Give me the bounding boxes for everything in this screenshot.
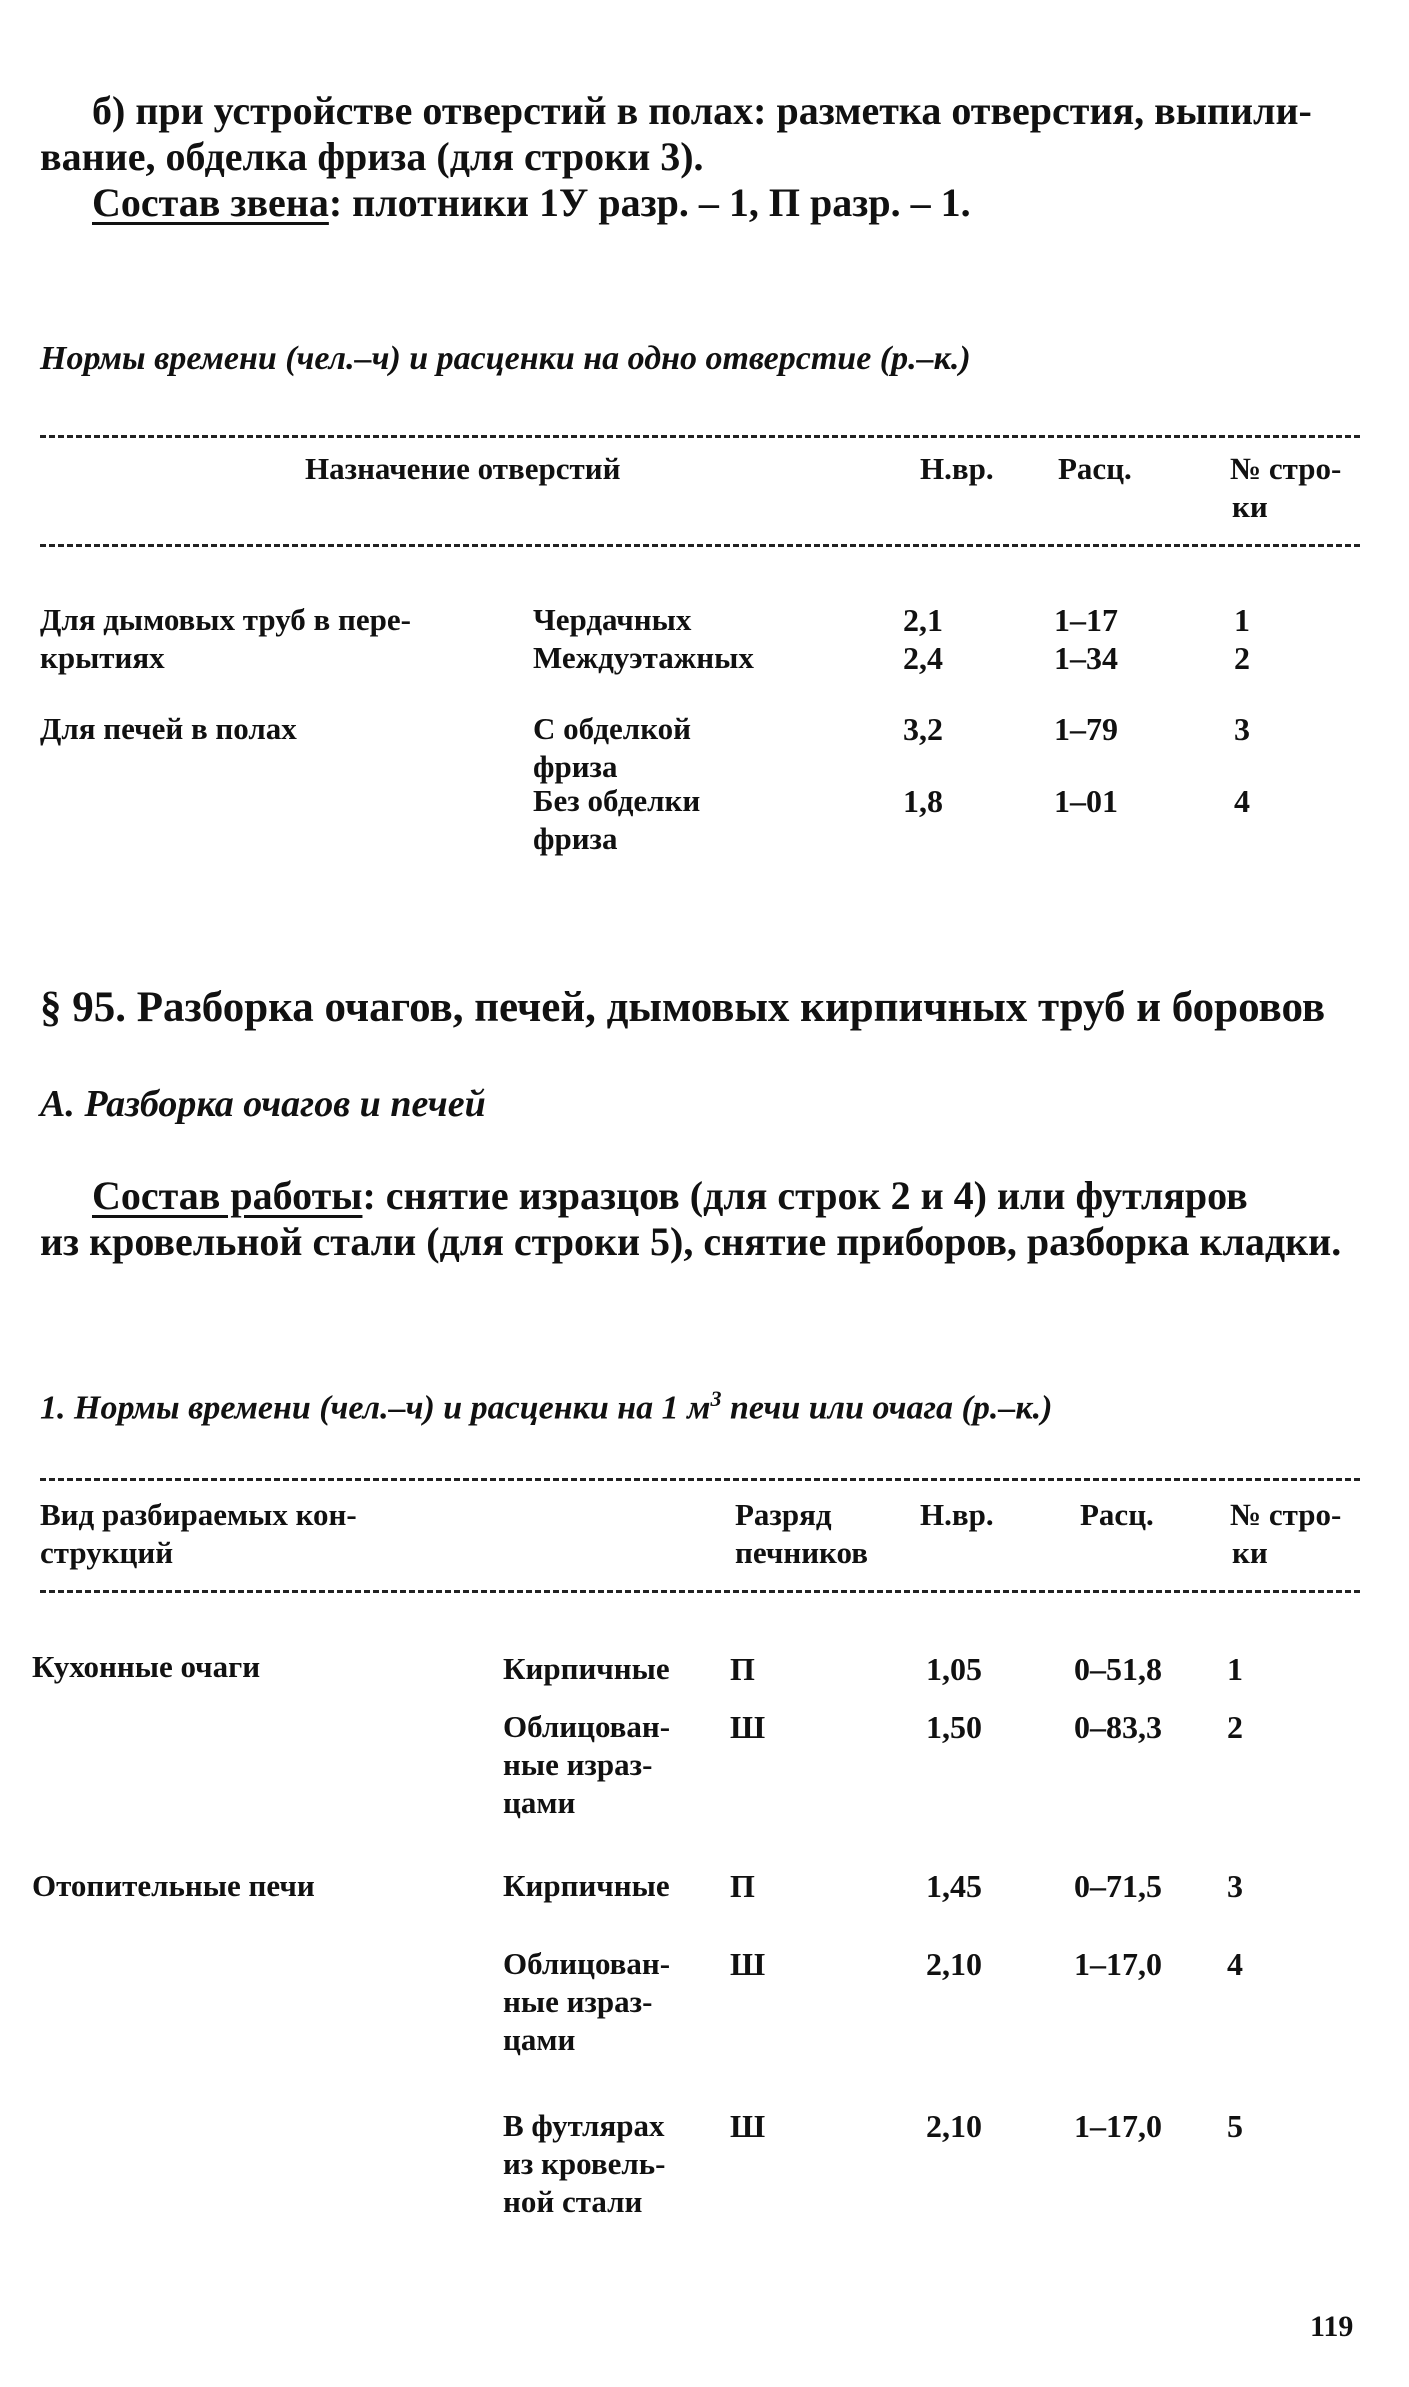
table2-row2-grade: Ш (730, 1709, 766, 1745)
table2-row5-grade: Ш (730, 2108, 766, 2144)
table1-row1-no: 1 (1234, 602, 1250, 638)
table2-row3-rasc: 0–71,5 (1074, 1868, 1162, 1904)
table2-row2-type-2: ные израз- (503, 1747, 653, 1782)
table2-row5-type-2: из кровель- (503, 2146, 666, 2181)
table2-header-grade-2: печников (735, 1535, 868, 1570)
table1-row4-type-2: фриза (533, 821, 618, 856)
table1-header-row-no-2: ки (1232, 489, 1268, 524)
table2-header-rasc: Расц. (1080, 1497, 1154, 1532)
work-line-1 (92, 1173, 1248, 1219)
table2-header-kind-2: струкций (40, 1535, 174, 1570)
table2-group1-label: Кухонные очаги (32, 1649, 261, 1684)
table1-header-rule (40, 544, 1360, 547)
table1-row2-no: 2 (1234, 640, 1250, 676)
table1-caption: Нормы времени (чел.–ч) и расценки на одно отверстие (р.–к.) (40, 340, 971, 377)
table1-row2-nvr: 2,4 (903, 640, 943, 676)
table1-row2-rasc: 1–34 (1054, 640, 1118, 676)
table1-row3-type-1: С обделкой (533, 711, 692, 746)
table2-row5-type-3: ной стали (503, 2184, 643, 2219)
table1-row3-no: 3 (1234, 711, 1250, 747)
table2-header-row-no-1: № стро- (1230, 1497, 1342, 1532)
table2-row4-grade: Ш (730, 1946, 766, 1982)
table1-header-nvr: Н.вр. (920, 451, 994, 486)
table1-header-purpose: Назначение отверстий (305, 451, 621, 486)
table1-top-rule (40, 435, 1360, 438)
table2-header-row-no-2: ки (1232, 1535, 1268, 1570)
section-title: § 95. Разборка очагов, печей, дымовых кирпичных труб и боровов (40, 984, 1326, 1031)
table1-row1-type: Чердачных (533, 602, 692, 637)
table2-row4-nvr: 2,10 (926, 1946, 982, 1982)
table1-row4-nvr: 1,8 (903, 783, 943, 819)
table2-row3-type: Кирпичные (503, 1868, 670, 1903)
table1-header-row-no-1: № стро- (1230, 451, 1342, 486)
table2-header-nvr: Н.вр. (920, 1497, 994, 1532)
table2-row1-grade: П (730, 1651, 755, 1687)
table1-row3-nvr: 3,2 (903, 711, 943, 747)
table1-row4-rasc: 1–01 (1054, 783, 1118, 819)
crew-line (92, 180, 971, 226)
table2-group2-label: Отопительные печи (32, 1868, 315, 1903)
table1-row4-type-1: Без обделки (533, 783, 701, 818)
table1-header-rasc: Расц. (1058, 451, 1132, 486)
intro-line-1: б) при устройстве отверстий в полах: разметка отверстия, выпили- (92, 88, 1312, 133)
table2-row5-no: 5 (1227, 2108, 1243, 2144)
table2-row4-rasc: 1–17,0 (1074, 1946, 1162, 1982)
crew-text: : плотники 1У разр. – 1, П разр. – 1. (328, 180, 971, 225)
page-number: 119 (1310, 2310, 1354, 2343)
table1-row3-rasc: 1–79 (1054, 711, 1118, 747)
table1-group2-label: Для печей в полах (40, 711, 297, 746)
table2-header-rule (40, 1590, 1360, 1593)
table2-row3-no: 3 (1227, 1868, 1243, 1904)
work-line-2: из кровельной стали (для строки 5), снятие приборов, разборка кладки. (40, 1219, 1342, 1264)
table2-caption-post: печи или очага (р.–к.) (721, 1389, 1053, 1427)
table2-row5-rasc: 1–17,0 (1074, 2108, 1162, 2144)
table2-row3-nvr: 1,45 (926, 1868, 982, 1904)
table2-row2-rasc: 0–83,3 (1074, 1709, 1162, 1745)
table2-row5-nvr: 2,10 (926, 2108, 982, 2144)
work-label: Состав работы (92, 1173, 363, 1218)
crew-label: Состав звена (92, 180, 329, 225)
table2-row5-type-1: В футлярах (503, 2108, 665, 2143)
table2-row1-type: Кирпичные (503, 1651, 670, 1686)
table2-row2-no: 2 (1227, 1709, 1243, 1745)
table2-row2-nvr: 1,50 (926, 1709, 982, 1745)
table2-caption (40, 1386, 1052, 1427)
table2-row1-rasc: 0–51,8 (1074, 1651, 1162, 1687)
table1-row1-nvr: 2,1 (903, 602, 943, 638)
table2-row4-type-1: Облицован- (503, 1946, 671, 1981)
table2-caption-pre: 1. Нормы времени (чел.–ч) и расценки на 1 м (40, 1389, 711, 1427)
table1-row1-rasc: 1–17 (1054, 602, 1118, 638)
table2-row1-no: 1 (1227, 1651, 1243, 1687)
table2-top-rule (40, 1478, 1360, 1481)
work-text-1: : снятие изразцов (для строк 2 и 4) или футляров (362, 1173, 1248, 1218)
table1-row2-type: Междуэтажных (533, 640, 754, 675)
table2-row1-nvr: 1,05 (926, 1651, 982, 1687)
table2-row4-type-3: цами (503, 2022, 576, 2057)
section-subtitle: А. Разборка очагов и печей (40, 1083, 486, 1125)
table2-header-kind-1: Вид разбираемых кон- (40, 1497, 357, 1532)
table2-row4-no: 4 (1227, 1946, 1243, 1982)
table2-header-grade-1: Разряд (735, 1497, 832, 1532)
table2-caption-sup: 3 (710, 1386, 722, 1411)
table1-row3-type-2: фриза (533, 749, 618, 784)
intro-line-2: вание, обделка фриза (для строки 3). (40, 134, 704, 179)
table1-group1-label-2: крытиях (40, 640, 165, 675)
table2-row2-type-3: цами (503, 1785, 576, 1820)
table2-row2-type-1: Облицован- (503, 1709, 671, 1744)
table2-row3-grade: П (730, 1868, 755, 1904)
table1-group1-label-1: Для дымовых труб в пере- (40, 602, 411, 637)
table1-row4-no: 4 (1234, 783, 1250, 819)
table2-row4-type-2: ные израз- (503, 1984, 653, 2019)
